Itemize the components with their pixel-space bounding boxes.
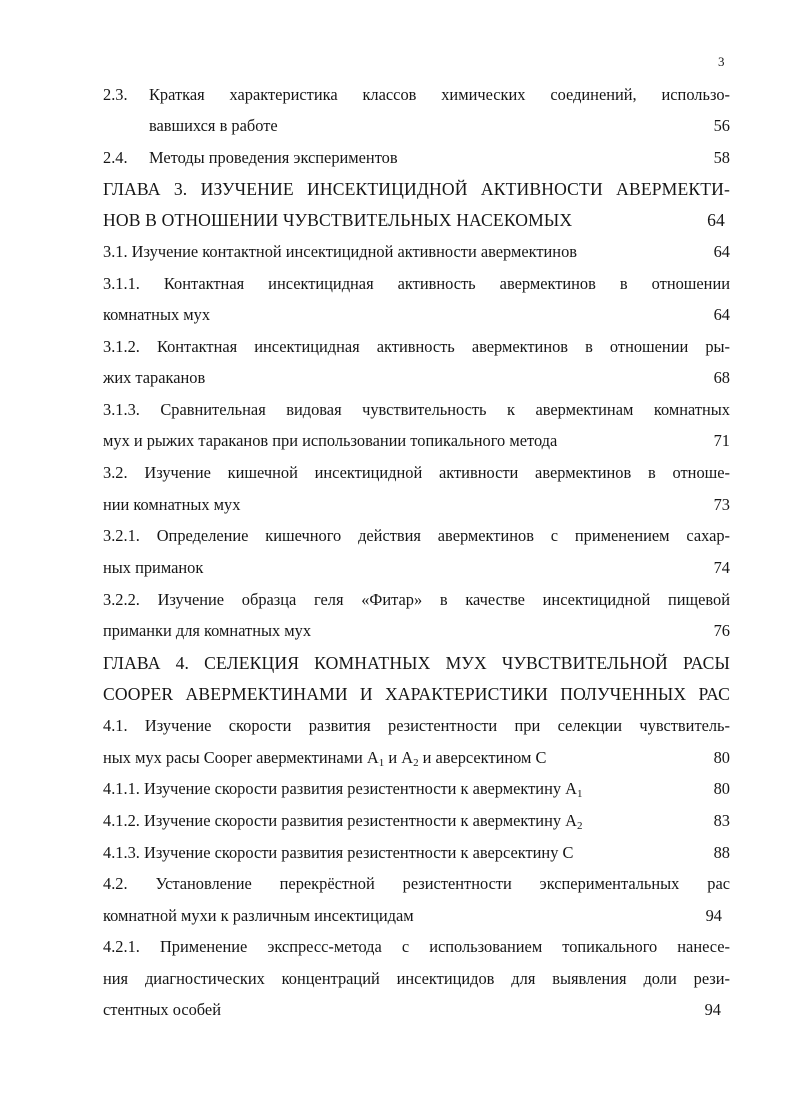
toc-chapter-heading: ГЛАВА 4. СЕЛЕКЦИЯ КОМНАТНЫХ МУХ ЧУВСТВИТЕЛЬНОЙ РАСЫ xyxy=(103,653,730,673)
toc-entry-line: 4.2. Установление перекрёстной резистентности экспериментальных рас xyxy=(103,874,730,893)
toc-entry-line: 3.1.3. Сравнительная видовая чувствительность к авермектинам комнатных xyxy=(103,400,730,419)
toc-page-ref: 83 xyxy=(713,811,730,830)
toc-entry-line: ния диагностических концентраций инсектицидов для выявления доли рези- xyxy=(103,969,730,988)
toc-page-ref: 80 xyxy=(713,748,730,767)
toc-entry-line: 4.1.1. Изучение скорости развития резистентности к авермектину $A_1$ 80 xyxy=(103,779,730,800)
toc-entry-line: приманки для комнатных мух 76 xyxy=(103,619,730,643)
toc-entry-line: жих тараканов 68 xyxy=(103,366,730,390)
toc-entry-line: 3.1.1. Контактная инсектицидная активность авермектинов в отношении xyxy=(103,274,730,293)
toc-section-number: 2.4. xyxy=(103,148,128,167)
toc-entry-line: мух и рыжих тараканов при использовании топикального метода 71 xyxy=(103,429,730,453)
toc-entry-line: ных мух расы Cooper авермектинами $A_1$ и $A_2$ и аверсектином C 80 xyxy=(103,748,730,769)
toc-entry-line: 3.1. Изучение контактной инсектицидной активности авермектинов 64 xyxy=(103,240,730,264)
toc-entry-line: вавшихся в работе 56 xyxy=(149,114,730,138)
toc-entry-line: 3.2.1. Определение кишечного действия авермектинов с применением сахар- xyxy=(103,526,730,545)
toc-chapter-heading: ГЛАВА 3. ИЗУЧЕНИЕ ИНСЕКТИЦИДНОЙ АКТИВНОСТИ АВЕРМЕКТИ- xyxy=(103,179,730,199)
toc-section-number: 2.3. xyxy=(103,85,128,104)
toc-page-ref: 64 xyxy=(713,305,730,324)
toc-entry-line: 3.2. Изучение кишечной инсектицидной активности авермектинов в отноше- xyxy=(103,463,730,482)
toc-entry-line: 4.1.3. Изучение скорости развития резистентности к аверсектину C 88 xyxy=(103,841,730,865)
toc-page-ref: 68 xyxy=(713,368,730,387)
toc-entry-line: 3.1.2. Контактная инсектицидная активность авермектинов в отношении ры- xyxy=(103,337,730,356)
toc-chapter-heading: НОВ В ОТНОШЕНИИ ЧУВСТВИТЕЛЬНЫХ НАСЕКОМЫХ 64 xyxy=(103,210,725,230)
page-number: 3 xyxy=(718,54,725,69)
toc-entry-line: 4.1. Изучение скорости развития резистентности при селекции чувствитель- xyxy=(103,716,730,735)
toc-page-ref: 58 xyxy=(713,148,730,167)
toc-entry-line: Методы проведения экспериментов 58 xyxy=(149,146,730,170)
toc-entry-line: стентных особей 94 xyxy=(103,998,721,1022)
toc-page-ref: 80 xyxy=(713,779,730,798)
toc-entry-line: 3.2.2. Изучение образца геля «Фитар» в качестве инсектицидной пищевой xyxy=(103,590,730,609)
toc-entry-line: 4.2.1. Применение экспресс-метода с использованием топикального нанесе- xyxy=(103,937,730,956)
toc-page-ref: 64 xyxy=(713,242,730,261)
toc-entry-line: ных приманок 74 xyxy=(103,556,730,580)
toc-page-ref: 71 xyxy=(713,431,730,450)
toc-page-ref: 64 xyxy=(707,210,725,230)
toc-entry-line: нии комнатных мух 73 xyxy=(103,493,730,517)
toc-page-ref: 73 xyxy=(713,495,730,514)
toc-entry-line: Краткая характеристика классов химических соединений, использо- xyxy=(149,85,730,104)
toc-page-ref: 74 xyxy=(713,558,730,577)
toc-entry-line: комнатной мухи к различным инсектицидам 94 xyxy=(103,904,722,928)
toc-page-ref: 94 xyxy=(705,906,722,925)
toc-page-ref: 56 xyxy=(713,116,730,135)
toc-page-ref: 88 xyxy=(713,843,730,862)
toc-page-ref: 76 xyxy=(713,621,730,640)
toc-chapter-heading: COOPER АВЕРМЕКТИНАМИ И ХАРАКТЕРИСТИКИ ПОЛУЧЕННЫХ РАС xyxy=(103,684,730,704)
toc-entry-line: комнатных мух 64 xyxy=(103,303,730,327)
toc-entry-line: 4.1.2. Изучение скорости развития резистентности к авермектину $A_2$ 83 xyxy=(103,811,730,832)
toc-page-ref: 94 xyxy=(704,1000,721,1019)
